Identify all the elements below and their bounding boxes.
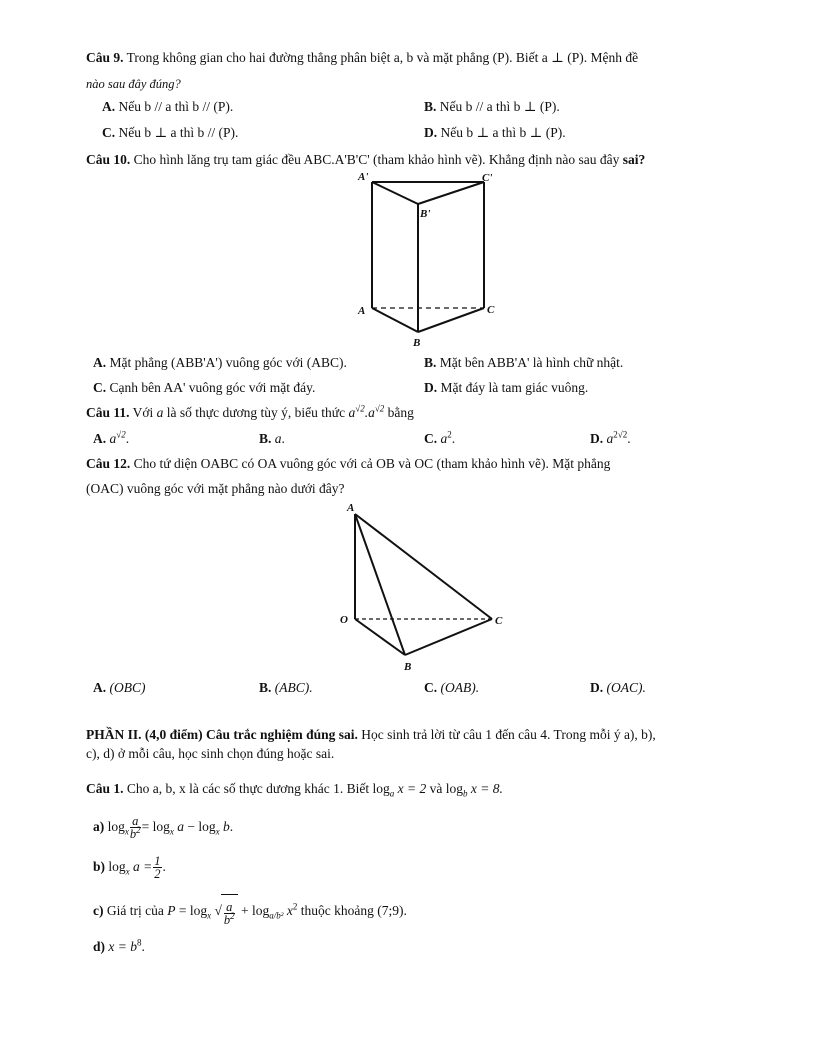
q12-tetrahedron-figure	[330, 500, 520, 678]
tetra-edge-OB	[355, 619, 405, 655]
q10-option-d: D. Mặt đáy là tam giác vuông.	[424, 380, 589, 395]
label-B: B	[404, 661, 412, 673]
label-C: C	[495, 615, 503, 627]
q12-stem-line2: (OAC) vuông góc với mặt phẳng nào dưới đây?	[86, 481, 345, 496]
q11-option-c: C. $a^2$.	[424, 429, 456, 446]
p2q1-item-a-formula: $\log_x$ $\frac{a}{b^2}$ = $\log_x a - \log_x b$.	[107, 814, 234, 842]
q11-stem: Câu 11. Với a là số thực dương tùy ý, biểu thức $a^{√2}.a^{√2}$ bằng	[86, 403, 414, 420]
part2-header	[86, 726, 656, 744]
q10-emphasis: sai?	[622, 152, 646, 167]
q10-prism-figure	[340, 168, 520, 350]
tetra-edge-AC	[355, 514, 492, 619]
q12-option-c: C. (OAB).	[424, 680, 480, 695]
p2q1-condition-2: $\log_b x = 8$.	[445, 781, 503, 799]
p2q1-condition-1: $\log_a x = 2$	[372, 781, 427, 799]
q11-option-a: A. $a^{√2}$.	[93, 429, 130, 446]
part2-description: Học sinh trả lời từ câu 1 đến câu 4. Trong mỗi ý a), b),	[361, 727, 656, 742]
q10-option-c: C. Cạnh bên AA' vuông góc với mặt đáy.	[93, 380, 316, 395]
q12-option-d: D. (OAC).	[590, 680, 646, 695]
prism-edge-AB	[372, 308, 418, 332]
p2q1-item-a: a) $\log_x$ $\frac{a}{b^2}$ = $\log_x a - \log_x b$.	[93, 814, 234, 842]
part2-description-line2: c), d) ở mỗi câu, học sinh chọn đúng hoặc sai.	[86, 746, 335, 761]
q10-option-a: A. Mặt phẳng (ABB'A') vuông góc với (ABC).	[93, 355, 347, 370]
q9-option-a: A. Nếu b // a thì b // (P).	[102, 99, 234, 114]
label-B: B	[413, 337, 421, 349]
q9-stem-line1	[86, 49, 638, 67]
q11-option-d: D. $a^{2√2}$.	[590, 429, 631, 446]
q9-option-d: D. Nếu b ⊥ a thì b ⊥ (P).	[424, 125, 566, 140]
label-B1: B'	[420, 208, 431, 220]
p2q1-stem: Câu 1. Cho a, b, x là các số thực dương khác 1. Biết $\log_a x = 2$ và $\log_b x = 8$.	[86, 781, 503, 799]
p2q1-item-b: b) $\log_x a$ = $\frac{1}{2}$ .	[93, 854, 166, 882]
p2q1-item-c-formula: $P = \log_x$ √ $\frac{a}{b^2}$ + $\log_{a/b^2} x^2$	[167, 903, 297, 918]
tetra-edge-AB	[355, 514, 405, 655]
q9-option-c: C. Nếu b ⊥ a thì b // (P).	[102, 125, 239, 140]
tetra-edge-BC	[405, 619, 492, 655]
p2q1-item-d: d) $x = b^8$.	[93, 937, 145, 954]
q12-number: Câu 12.	[86, 456, 131, 471]
q11-option-b: B. a.	[259, 431, 285, 446]
q10-option-b: B. Mặt bên ABB'A' là hình chữ nhật.	[424, 355, 624, 370]
prism-edge-BC	[418, 308, 484, 332]
label-C: C	[487, 304, 495, 316]
q11-number: Câu 11.	[86, 405, 130, 420]
label-A: A	[347, 502, 355, 514]
q9-stem-line2: nào sau đây đúng?	[86, 77, 181, 91]
q10-number: Câu 10.	[86, 152, 131, 167]
prism-edge-B1C1	[418, 182, 484, 204]
q9-stem: Trong không gian cho hai đường thẳng phân biệt a, b và mặt phẳng (P). Biết a ⊥ (P). Mệnh đề	[126, 50, 639, 65]
label-O: O	[340, 614, 348, 626]
q9-option-b: B. Nếu b // a thì b ⊥ (P).	[424, 99, 560, 114]
p2q1-number: Câu 1.	[86, 781, 124, 796]
prism-edge-A1B1	[372, 182, 418, 204]
label-A1: A'	[358, 171, 369, 183]
q11-expression: $a^{√2}.a^{√2}$	[348, 403, 385, 420]
label-C1: C'	[482, 172, 493, 184]
q12-option-b: B. (ABC).	[259, 680, 313, 695]
q10-stem: Câu 10. Cho hình lăng trụ tam giác đều ABC.A'B'C' (tham khảo hình vẽ). Khẳng định nào sau đây sai?	[86, 152, 646, 167]
q12-option-a: A. (OBC)	[93, 680, 146, 695]
q9-number: Câu 9.	[86, 50, 124, 65]
q12-stem-line1: Câu 12. Cho tứ diện OABC có OA vuông góc với cả OB và OC (tham khảo hình vẽ). Mặt phẳng	[86, 456, 611, 471]
p2q1-item-c: c) Giá trị của $P = \log_x$ √ $\frac{a}{b^2}$ + $\log_{a/b^2} x^2$ thuộc khoảng (7;9).	[93, 894, 407, 928]
part2-title: PHẦN II. (4,0 điểm) Câu trắc nghiệm đúng sai.	[86, 727, 358, 742]
label-A: A	[358, 305, 366, 317]
